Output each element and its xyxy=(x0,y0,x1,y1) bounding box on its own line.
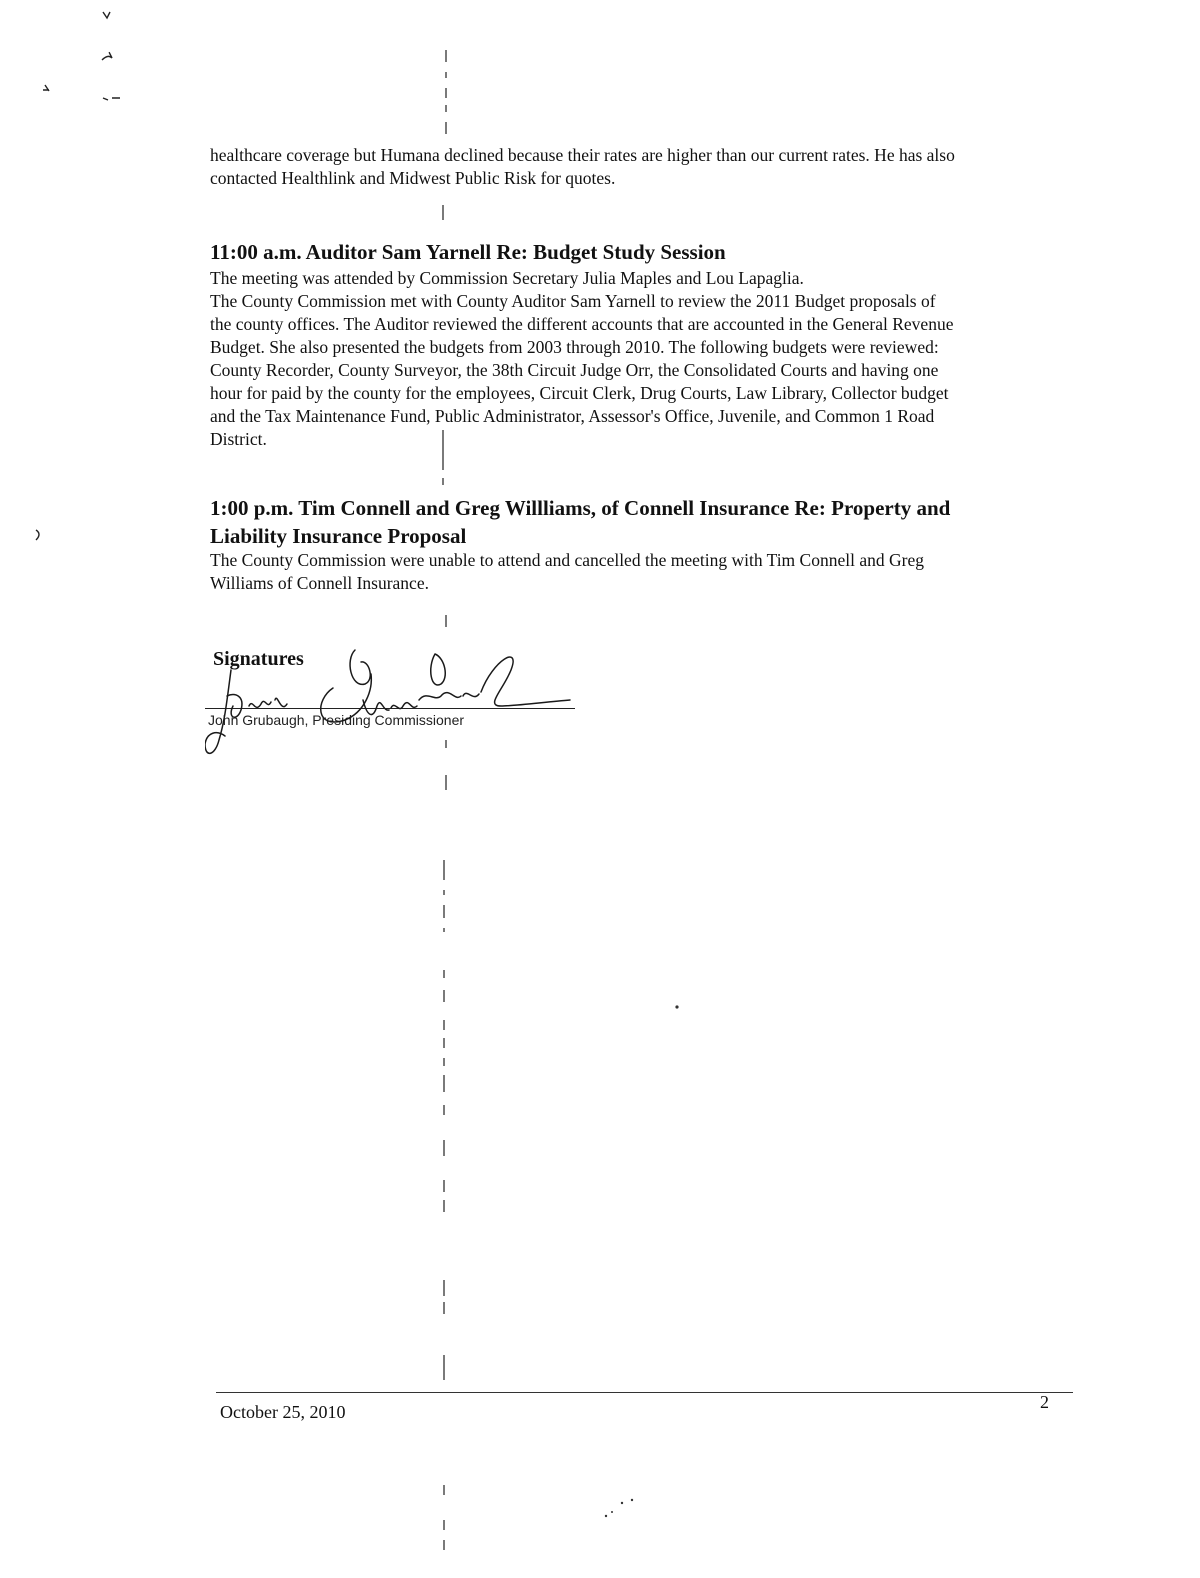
continuation-line: healthcare coverage but Humana declined because their rates are higher than our current rates. He has also xyxy=(210,145,955,165)
footer-rule xyxy=(216,1392,1073,1393)
signatures-heading: Signatures xyxy=(213,648,304,670)
continuation-line: contacted Healthlink and Midwest Public Risk for quotes. xyxy=(210,168,616,188)
signatory-caption: John Grubaugh, Presiding Commissioner xyxy=(208,712,465,728)
insurance-body xyxy=(210,549,1060,595)
budget-session-section xyxy=(210,240,1060,451)
budget-line: The County Commission met with County Auditor Sam Yarnell to review the 2011 Budget proposals of xyxy=(210,291,936,311)
budget-line: and the Tax Maintenance Fund, Public Administrator, Assessor's Office, Juvenile, and Common 1 Road xyxy=(210,406,935,426)
insurance-line: The County Commission were unable to attend and cancelled the meeting with Tim Connell and Greg xyxy=(210,550,924,570)
budget-session-heading: 11:00 a.m. Auditor Sam Yarnell Re: Budget Study Session xyxy=(210,240,726,264)
signature-block xyxy=(205,640,605,770)
budget-session-body xyxy=(210,267,1060,451)
insurance-heading-line-2: Liability Insurance Proposal xyxy=(210,524,467,548)
insurance-heading-line-1: 1:00 p.m. Tim Connell and Greg Willliams, of Connell Insurance Re: Property and xyxy=(210,496,951,520)
handwritten-signature xyxy=(205,640,605,770)
budget-line: The meeting was attended by Commission Secretary Julia Maples and Lou Lapaglia. xyxy=(210,268,804,288)
page-number: 2 xyxy=(1040,1392,1049,1412)
continuation-paragraph xyxy=(210,144,1060,190)
insurance-line: Williams of Connell Insurance. xyxy=(210,573,429,593)
budget-line: County Recorder, County Surveyor, the 38th Circuit Judge Orr, the Consolidated Courts and having one xyxy=(210,360,939,380)
footer-date: October 25, 2010 xyxy=(220,1402,346,1422)
budget-line: Budget. She also presented the budgets from 2003 through 2010. The following budgets were reviewed: xyxy=(210,337,939,357)
budget-line: hour for paid by the county for the employees, Circuit Clerk, Drug Courts, Law Library, Collector budget xyxy=(210,383,949,403)
budget-line: the county offices. The Auditor reviewed the different accounts that are accounted in the General Revenue xyxy=(210,314,954,334)
budget-line: District. xyxy=(210,429,267,449)
insurance-section xyxy=(210,496,1060,595)
